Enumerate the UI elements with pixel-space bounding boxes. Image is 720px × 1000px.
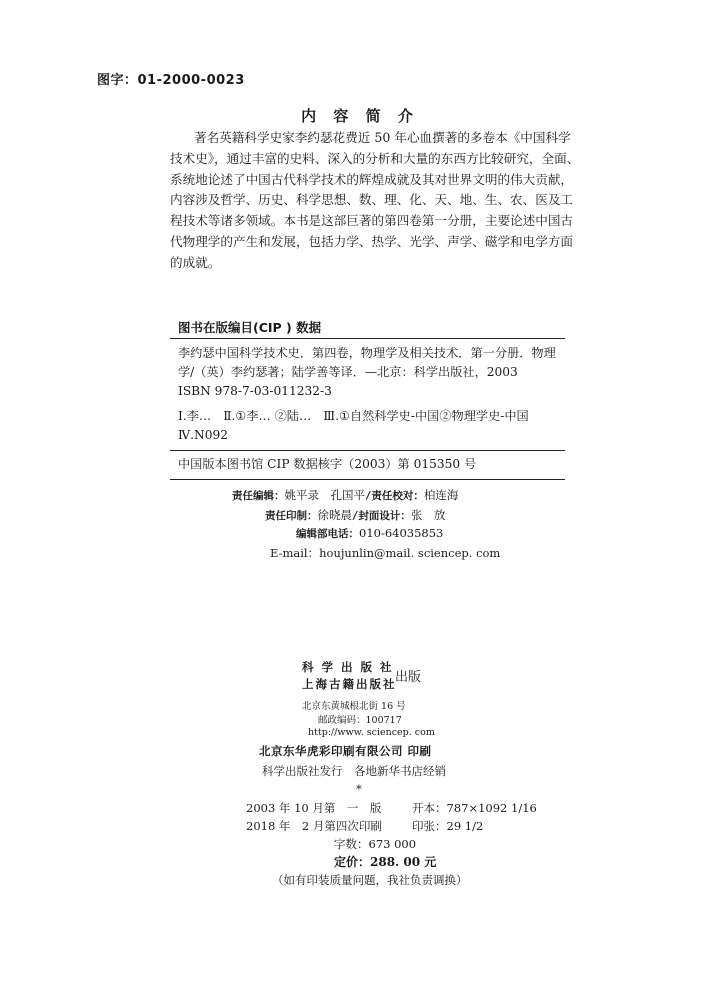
proofreader-label: /责任校对： <box>365 490 424 502</box>
intro-line: 代物理学的产生和发展，包括力学、热学、光学、声学、磁学和电学方面 <box>170 233 573 249</box>
cip-mid-rule <box>170 450 565 451</box>
email-address: E-mail：houjunlin@mail. sciencep. com <box>270 546 501 560</box>
print-sheets: 印张：29 1/2 <box>412 819 484 833</box>
intro-title: 内 容 简 介 <box>301 107 419 125</box>
intro-line: 著名英籍科学史家李约瑟花费近 50 年心血撰著的多卷本《中国科学 <box>194 130 571 145</box>
print-manager-label: 责任印制： <box>265 510 318 522</box>
publisher-address: 北京东黄城根北街 16 号 <box>302 701 406 712</box>
cip-line: ISBN 978-7-03-011232-3 <box>178 384 332 398</box>
postal-code: 邮政编码：100717 <box>318 715 402 726</box>
printing-date: 2018 年 2 月第四次印刷 <box>246 819 382 833</box>
book-price: 定价：288. 00 元 <box>334 855 437 869</box>
print-manager-name: 徐晓晨 <box>317 508 352 522</box>
production-line <box>265 507 445 523</box>
word-count: 字数：673 000 <box>334 837 417 851</box>
editors-label: 责任编辑： <box>232 490 285 502</box>
publisher-science-press: 科 学 出 版 社 <box>302 660 394 674</box>
cip-line: 李约瑟中国科学技术史．第四卷，物理学及相关技术．第一分册．物理 <box>178 346 556 360</box>
book-format: 开本：787×1092 1/16 <box>412 801 537 815</box>
editors-names: 姚平录 孔国平 <box>284 488 365 502</box>
cip-line: 学/（英）李约瑟著；陆学善等译．—北京：科学出版社，2003 <box>178 365 518 379</box>
publisher-shanghai-guji: 上海古籍出版社 <box>302 677 397 691</box>
cip-line: Ⅰ.李… Ⅱ.①李… ②陆… Ⅲ.①自然科学史-中国②物理学史-中国 <box>178 409 529 423</box>
phone-number: 010-64035853 <box>359 526 444 540</box>
phone-label: 编辑部电话： <box>296 528 359 540</box>
intro-line: 系统地论述了中国古代科学技术的辉煌成就及其对世界文明的伟大贡献， <box>170 171 573 187</box>
editors-line <box>232 487 458 503</box>
copyright-registration-number: 图字：01-2000-0023 <box>97 73 245 88</box>
quality-notice: （如有印装质量问题，我社负责调换） <box>272 873 468 887</box>
intro-line: 技术史》，通过丰富的史料、深入的分析和大量的东西方比较研究，全面、 <box>170 150 580 166</box>
cip-number: 中国版本图书馆 CIP 数据核字（2003）第 015350 号 <box>178 457 477 471</box>
published-label: 出版 <box>395 670 422 685</box>
cip-top-rule <box>170 338 565 339</box>
cover-designer-name: 张 放 <box>410 508 446 522</box>
intro-line: 的成就。 <box>170 254 221 270</box>
intro-line: 程技术等诸多领域。本书是这部巨著的第四卷第一分册，主要论述中国古 <box>170 213 573 229</box>
cip-bottom-rule <box>170 479 565 480</box>
publisher-website: http://www. sciencep. com <box>308 727 435 738</box>
distribution-line: 科学出版社发行 各地新华书店经销 <box>262 764 446 778</box>
intro-paragraph <box>170 128 580 274</box>
cip-catalog <box>178 344 563 445</box>
separator-star: * <box>356 782 362 796</box>
intro-line: 内容涉及哲学、历史、科学思想、数、理、化、天、地、生、农、医及工 <box>170 192 573 208</box>
phone-line <box>296 526 443 541</box>
cip-heading: 图书在版编目(CIP ) 数据 <box>178 320 322 335</box>
edition-date: 2003 年 10 月第 一 版 <box>246 801 382 815</box>
cip-line: Ⅳ.N092 <box>178 428 228 442</box>
printer-line: 北京东华虎彩印刷有限公司 印刷 <box>259 744 432 758</box>
proofreader-name: 柏连海 <box>423 488 459 502</box>
cover-designer-label: /封面设计： <box>352 510 411 522</box>
